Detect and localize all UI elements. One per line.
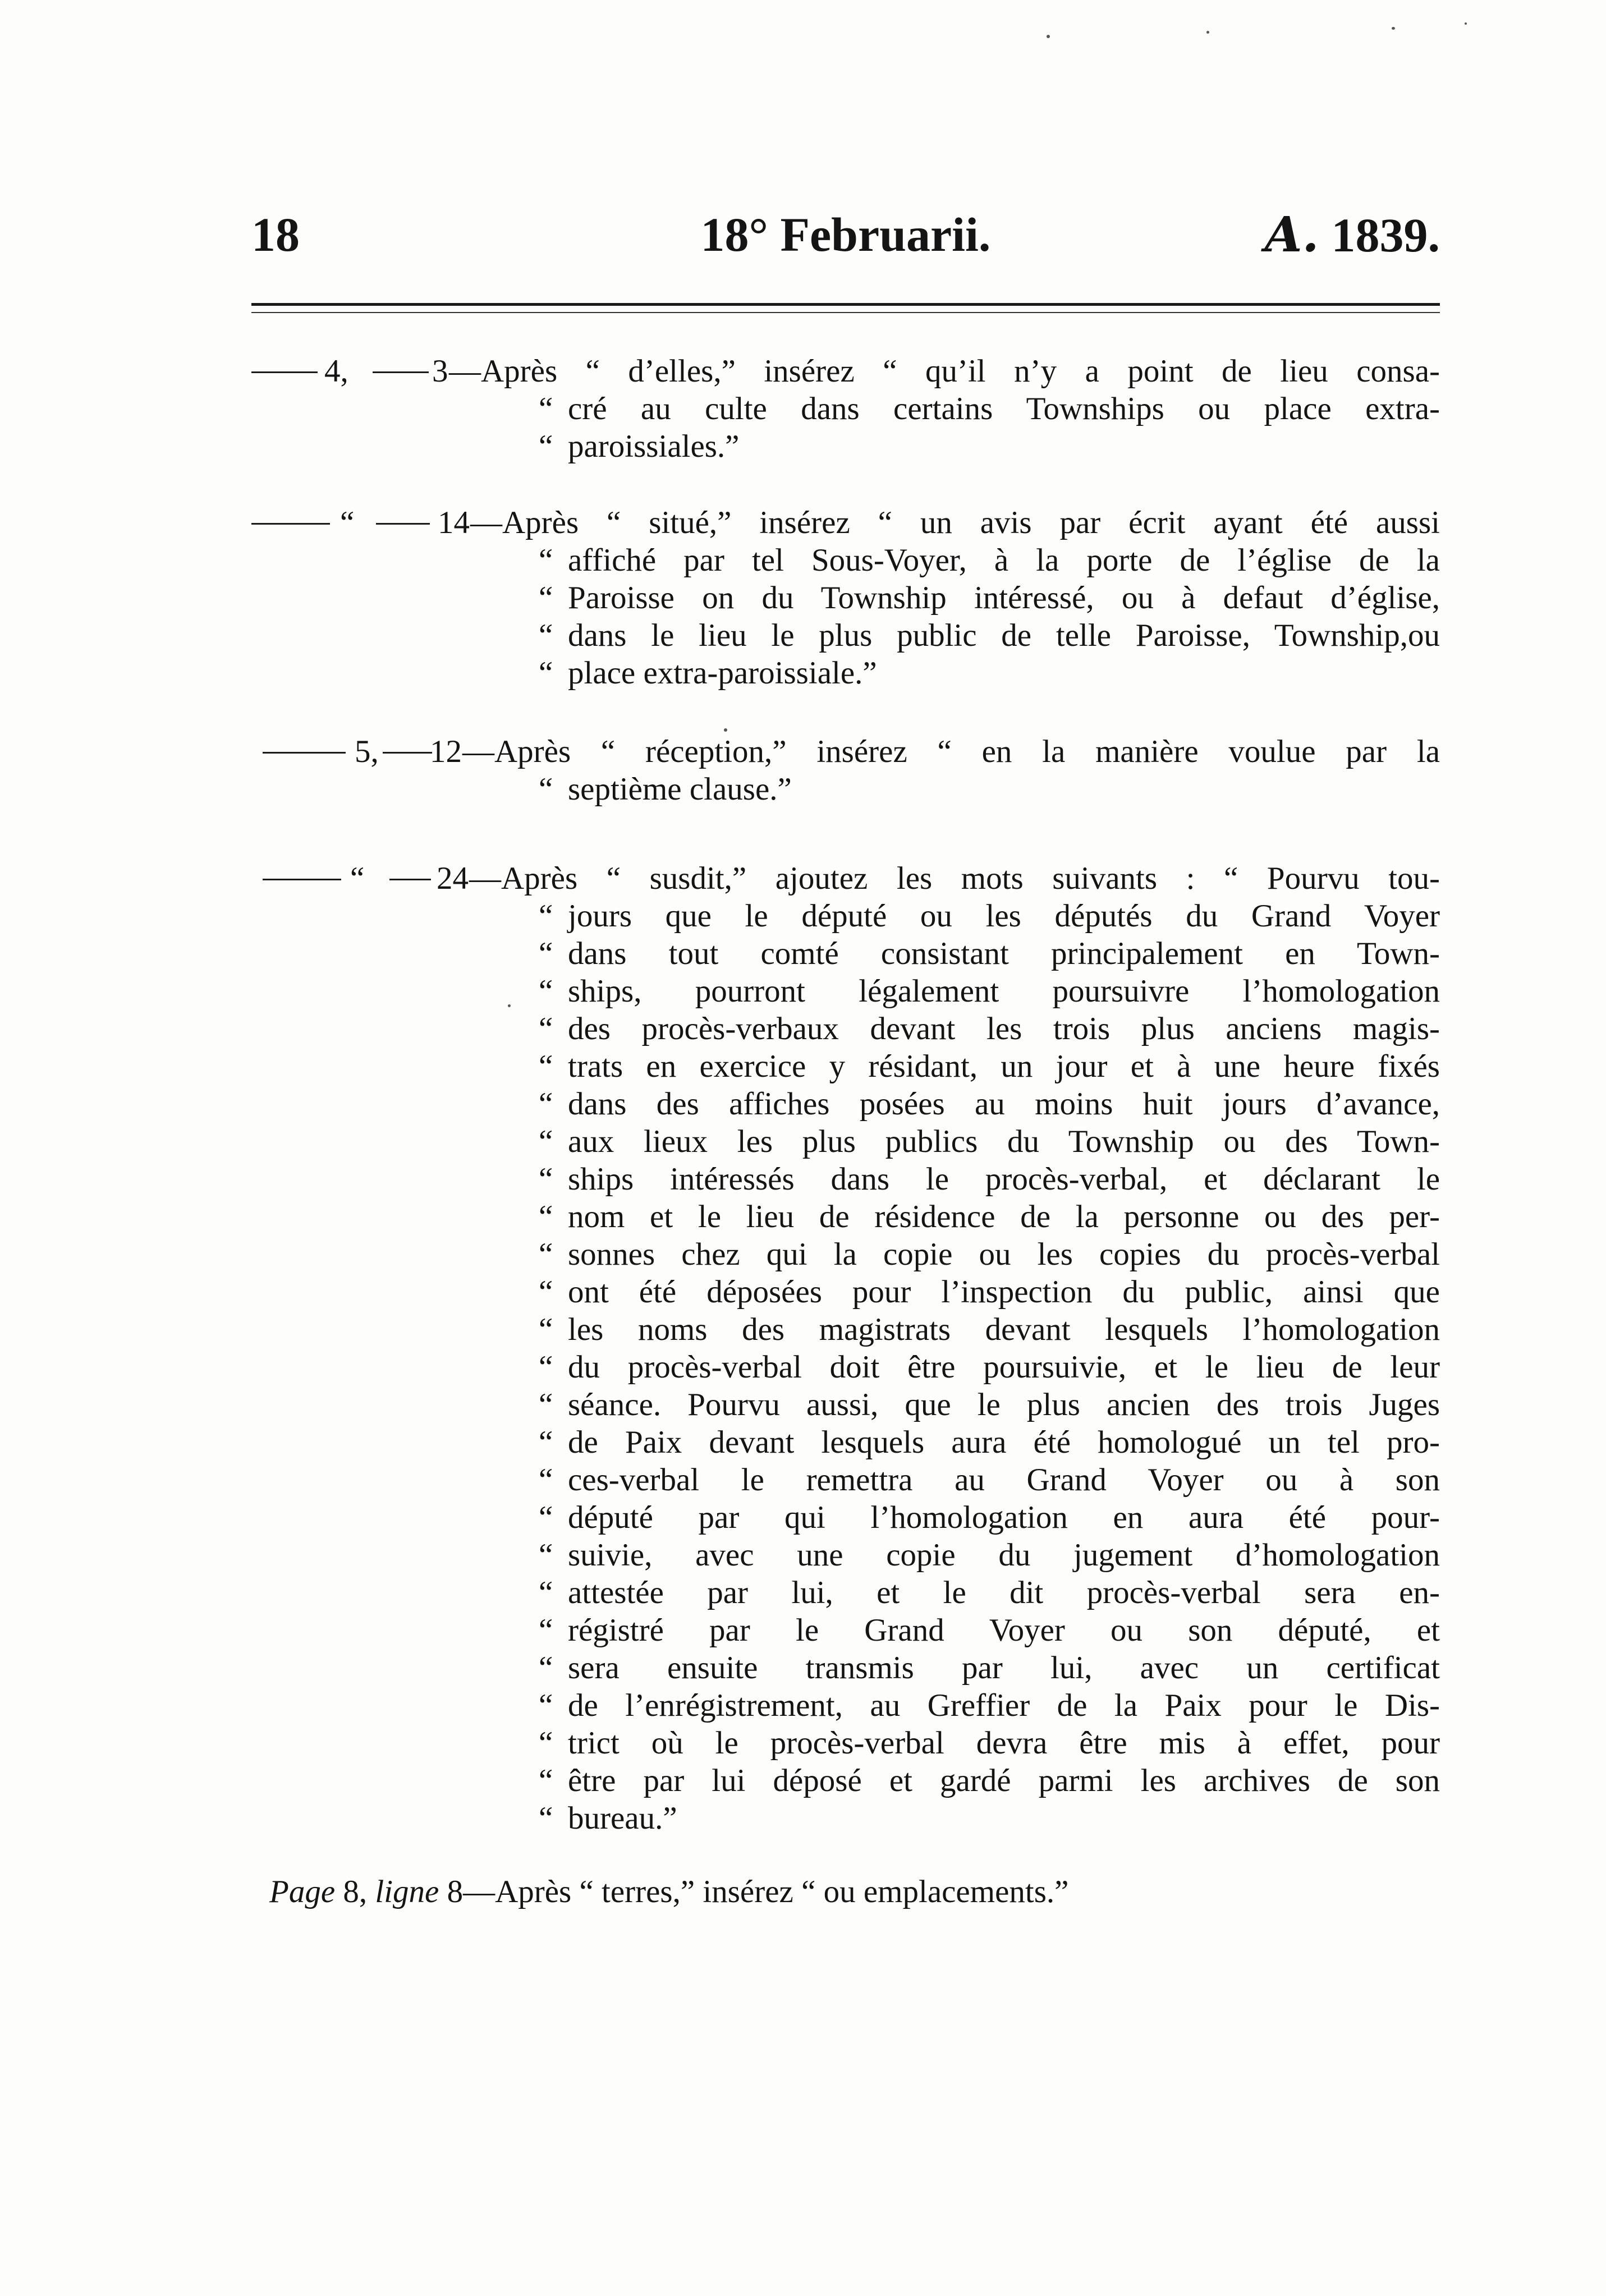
continuation-line [539,617,1440,654]
continuation-text: nom et le lieu de résidence de la personne ou des per- [568,1199,1440,1234]
continuation-text: suivie, avec une copie du jugement d’homologation [568,1537,1440,1573]
continuation-line [539,579,1440,617]
quote-mark: “ [539,1086,553,1122]
continuation-line [539,1123,1440,1160]
quote-mark: “ [539,936,553,971]
quote-mark: “ [539,580,553,616]
header-date: 18° Februarii. [700,208,991,261]
continuation-line [539,897,1440,935]
quote-mark: “ [539,1312,553,1347]
continuation-line [539,1160,1440,1198]
continuation-text: du procès-verbal doit être poursuivie, et le lieu de leur [568,1349,1440,1385]
continuation-text: séance. Pourvu aussi, que le plus ancien des trois Juges [568,1387,1440,1422]
ditto-rule [251,523,330,525]
quote-mark: “ [539,391,553,426]
continuation-line [539,1348,1440,1386]
continuation-line [539,1687,1440,1724]
ditto-rule [251,371,318,373]
quote-mark: “ [539,543,553,578]
continuation-line [539,541,1440,579]
continuation-line [539,1499,1440,1536]
running-header [251,206,1440,274]
line-label: ligne [375,1874,439,1909]
continuation-line [539,428,1440,465]
quote-mark: “ [539,1650,553,1686]
quote-mark: “ [539,898,553,934]
continuation-line [539,1574,1440,1611]
quote-mark: “ [539,1500,553,1535]
continuation-text: sera ensuite transmis par lui, avec un certificat [568,1650,1440,1686]
continuation-line [539,1236,1440,1273]
continuation-text: les noms des magistrats devant lesquels l’homologation [568,1312,1440,1347]
continuation-line [539,1085,1440,1123]
continuation-text: des procès-verbaux devant les trois plus anciens magis- [568,1011,1440,1046]
scan-speck [724,728,727,732]
continuation-text: ont été déposées pour l’inspection du public, ainsi que [568,1274,1440,1310]
continuation-text: trict où le procès-verbal devra être mis à effet, pour [568,1725,1440,1761]
ditto-rule [376,523,430,525]
continuation-line [539,1048,1440,1085]
quote-mark: “ [539,618,553,653]
continuation-text: place extra-paroissiale.” [568,655,877,691]
scan-speck [1047,35,1050,38]
quote-mark: “ [539,1349,553,1385]
amendment-entry [251,352,1440,465]
quote-mark: “ [539,1613,553,1648]
header-rule-thick [251,303,1440,306]
year-value: 1839. [1331,208,1440,262]
continuation-text: être par lui déposé et gardé parmi les archives de son [568,1763,1440,1798]
continuation-text: dans des affiches posées au moins huit jours d’avance, [568,1086,1440,1122]
page-line-text: 8—Après “ terres,” insérez “ ou emplacements.” [447,1874,1069,1909]
amendment-entry [251,733,1440,808]
continuation-text: septième clause.” [568,772,792,807]
amendment-entry [251,504,1440,692]
continuation-text: paroissiales.” [568,429,740,464]
section-ref: “ [350,861,365,896]
continuation-text: ships intéressés dans le procès-verbal, et déclarant le [568,1161,1440,1197]
line-ref: 14 [438,505,470,540]
continuation-line [539,390,1440,428]
entry-lead-line [251,860,1440,897]
continuation-text: député par qui l’homologation en aura été pour- [568,1500,1440,1535]
entry-lead-line [251,504,1440,541]
continuation-text: jours que le député ou les députés du Grand Voyer [568,898,1440,934]
continuation-line [539,1611,1440,1649]
continuation-text: cré au culte dans certains Townships ou place extra- [568,391,1440,426]
quote-mark: “ [539,1763,553,1798]
continuation-line [539,972,1440,1010]
ditto-rule [263,752,346,754]
ditto-rule [263,879,341,880]
quote-mark: “ [539,1537,553,1573]
continuation-line [539,1423,1440,1461]
continuation-text: ships, pourront légalement poursuivre l’homologation [568,973,1440,1009]
quote-mark: “ [539,973,553,1009]
ditto-rule [373,371,429,373]
ditto-rule [389,879,431,880]
continuation-text: bureau.” [568,1801,677,1836]
quote-mark: “ [539,772,553,807]
quote-mark: “ [539,1387,553,1422]
quote-mark: “ [539,1688,553,1723]
quote-mark: “ [539,429,553,464]
header-rule-thin [251,312,1440,313]
continuation-text: de l’enrégistrement, au Greffier de la Paix pour le Dis- [568,1688,1440,1723]
continuation-text: régistré par le Grand Voyer ou son député, et [568,1613,1440,1648]
quote-mark: “ [539,1725,553,1761]
continuation-line [539,1461,1440,1499]
continuation-text: dans tout comté consistant principalement en Town- [568,936,1440,971]
quote-mark: “ [539,655,553,691]
continuation-line [539,654,1440,692]
entry-continuation [539,897,1440,1837]
quote-mark: “ [539,1462,553,1498]
continuation-line [539,770,1440,808]
amendment-entry [251,860,1440,1837]
continuation-line [539,1198,1440,1236]
section-ref: “ [340,505,355,540]
entry-first-line: —Après “ réception,” insérez “ en la manière voulue par la [462,734,1440,769]
quote-mark: “ [539,1575,553,1610]
scan-speck [1392,27,1395,30]
continuation-text: trats en exercice y résidant, un jour et à une heure fixés [568,1049,1440,1084]
continuation-line [539,1762,1440,1799]
page-ref: 8, [343,1874,368,1909]
continuation-text: aux lieux les plus publics du Township ou des Town- [568,1124,1440,1159]
page-number: 18 [251,208,300,261]
continuation-text: Paroisse on du Township intéressé, ou à defaut d’église, [568,580,1440,616]
entry-continuation [539,541,1440,692]
line-ref: 3 [432,353,448,389]
continuation-line [539,935,1440,972]
continuation-line [539,1311,1440,1348]
year-prefix: A. [1264,206,1319,263]
line-ref: 24 [437,861,469,896]
ditto-rule [383,752,432,754]
continuation-line [539,1724,1440,1762]
quote-mark: “ [539,1049,553,1084]
continuation-text: de Paix devant lesquels aura été homologué un tel pro- [568,1425,1440,1460]
continuation-text: attestée par lui, et le dit procès-verbal sera en- [568,1575,1440,1610]
continuation-text: dans le lieu le plus public de telle Paroisse, Township,ou [568,618,1440,653]
quote-mark: “ [539,1274,553,1310]
quote-mark: “ [539,1161,553,1197]
header-year [1265,206,1440,263]
continuation-line [539,1010,1440,1048]
line-ref: 12 [430,734,462,769]
quote-mark: “ [539,1199,553,1234]
quote-mark: “ [539,1425,553,1460]
entry-lead-line [251,733,1440,770]
scan-speck [1465,22,1467,25]
quote-mark: “ [539,1237,553,1272]
quote-mark: “ [539,1124,553,1159]
entry-first-line: —Après “ susdit,” ajoutez les mots suivants : “ Pourvu tou- [469,861,1440,896]
entry-lead-line [251,352,1440,390]
entry-continuation [539,770,1440,808]
quote-mark: “ [539,1801,553,1836]
page-line-entry [269,1873,1068,1911]
entry-continuation [539,390,1440,465]
continuation-text: sonnes chez qui la copie ou les copies du procès-verbal [568,1237,1440,1272]
continuation-line [539,1386,1440,1423]
quote-mark: “ [539,1011,553,1046]
section-ref: 4, [324,353,348,389]
section-ref: 5, [355,734,379,769]
scan-speck [1206,31,1209,34]
entry-first-line: —Après “ situé,” insérez “ un avis par écrit ayant été aussi [470,505,1440,540]
page-label: Page [269,1874,336,1909]
continuation-text: ces-verbal le remettra au Grand Voyer ou à son [568,1462,1440,1498]
continuation-line [539,1649,1440,1687]
continuation-text: affiché par tel Sous-Voyer, à la porte de l’église de la [568,543,1440,578]
continuation-line [539,1799,1440,1837]
continuation-line [539,1273,1440,1311]
scan-speck [508,1004,511,1007]
continuation-line [539,1536,1440,1574]
entry-first-line: —Après “ d’elles,” insérez “ qu’il n’y a point de lieu consa- [449,353,1440,389]
